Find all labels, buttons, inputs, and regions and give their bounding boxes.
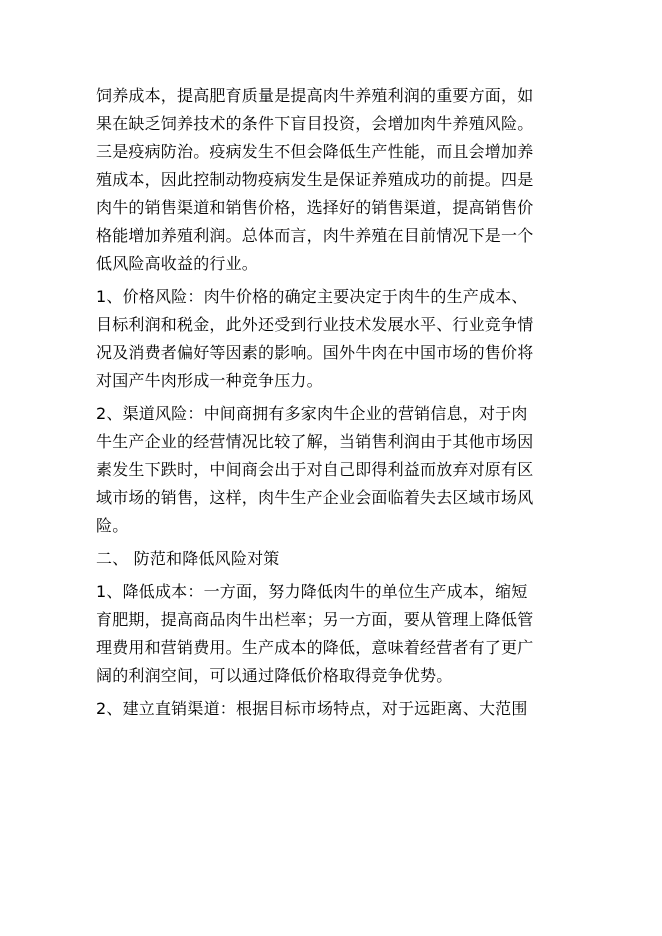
text-line: 格能增加养殖利润。总体而言，肉牛养殖在目前情况下是一个 [96, 226, 534, 245]
text-line: 肉牛的销售渠道和销售价格，选择好的销售渠道，提高销售价 [96, 198, 534, 217]
text-line: 域市场的销售，这样，肉牛生产企业会面临着失去区域市场风 [96, 488, 534, 507]
text-line: 阔的利润空间，可以通过降低价格取得竞争优势。 [96, 666, 453, 685]
text-line: 2、建立直销渠道：根据目标市场特点，对于远距离、大范围 [96, 699, 528, 718]
text-line: 1、价格风险：肉牛价格的确定主要决定于肉牛的生产成本、 [96, 287, 528, 306]
text-line: 素发生下跌时，中间商会出于对自己即得利益而放弃对原有区 [96, 460, 534, 479]
text-line: 理费用和营销费用。生产成本的降低，意味着经营者有了更广 [96, 638, 534, 657]
section-heading: 二、 防范和降低风险对策 [96, 549, 280, 568]
text-line: 三是疫病防治。疫病发生不但会降低生产性能，而且会增加养 [96, 142, 534, 161]
text-line: 险。 [96, 516, 129, 535]
text-line: 目标利润和税金，此外还受到行业技术发展水平、行业竞争情 [96, 315, 534, 334]
text-line: 果在缺乏饲养技术的条件下盲目投资，会增加肉牛养殖风险。 [96, 114, 534, 133]
text-line: 况及消费者偏好等因素的影响。国外牛肉在中国市场的售价将 [96, 343, 534, 362]
text-line: 2、渠道风险：中间商拥有多家肉牛企业的营销信息，对于肉 [96, 404, 528, 423]
text-line: 饲养成本，提高肥育质量是提高肉牛养殖利润的重要方面，如 [96, 86, 534, 105]
text-line: 低风险高收益的行业。 [96, 254, 259, 273]
text-line: 1、降低成本：一方面，努力降低肉牛的单位生产成本，缩短 [96, 582, 528, 601]
text-line: 育肥期，提高商品肉牛出栏率；另一方面，要从管理上降低管 [96, 610, 534, 629]
text-line: 对国产牛肉形成一种竞争压力。 [96, 371, 323, 390]
document-body [96, 82, 576, 723]
text-line: 殖成本，因此控制动物疫病发生是保证养殖成功的前提。四是 [96, 170, 534, 189]
text-line: 牛生产企业的经营情况比较了解，当销售利润由于其他市场因 [96, 432, 534, 451]
